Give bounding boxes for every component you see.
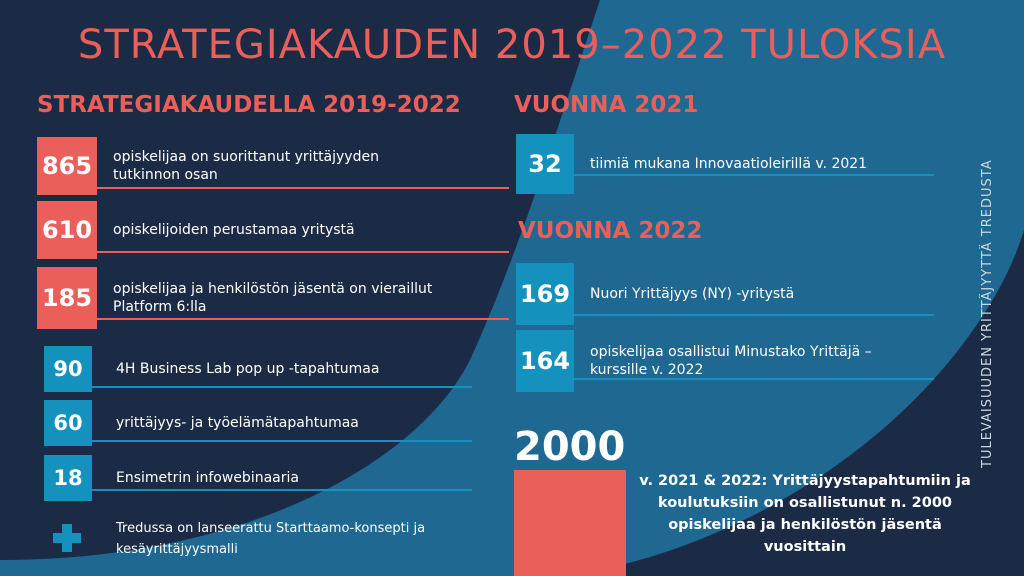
heading-2021: VUONNA 2021 [514, 92, 699, 118]
stat-18 [44, 455, 472, 501]
stat-value: 185 [37, 267, 97, 329]
stat-label: opiskelijaa osallistui Minustako Yrittäjä –kurssille v. 2022 [590, 344, 872, 378]
stat-value: 60 [44, 400, 92, 446]
stat-value: 865 [37, 137, 97, 195]
stat-value: 169 [516, 263, 574, 325]
note-text: Tredussa on lanseerattu Starttaamo-konsepti ja kesäyrittäjyysmalli [116, 521, 426, 557]
side-text: TULEVAISUUDEN YRITTÄJYYTTÄ TREDUSTA [980, 159, 995, 468]
stat-label: opiskelijoiden perustamaa yritystä [113, 222, 355, 238]
stat-value: 164 [516, 330, 574, 392]
stat-label: opiskelijaa on suorittanut yrittäjyyden tutkinnon osan [113, 149, 379, 183]
big-number: 2000 [514, 424, 626, 470]
stat-90 [44, 346, 472, 392]
stat-value: 18 [44, 455, 92, 501]
stat-865 [37, 137, 472, 195]
divider [92, 489, 472, 491]
left-heading: STRATEGIAKAUDELLA 2019-2022 [37, 92, 461, 118]
stat-169 [516, 264, 934, 324]
summary-text: v. 2021 & 2022: Yrittäjyystapahtumiin ja koulutuksiin on osallistunut n. 2000 opiskelijaa ja henkilöstön jäsentä vuosittain [639, 473, 971, 555]
stat-610 [37, 201, 472, 259]
stat-value: 32 [516, 134, 574, 194]
stat-value: 90 [44, 346, 92, 392]
divider [97, 318, 509, 320]
stat-label: yrittäjyys- ja työelämätapahtumaa [116, 415, 359, 431]
stat-label: Ensimetrin infowebinaaria [116, 470, 299, 486]
divider [97, 187, 509, 189]
divider [574, 314, 934, 316]
stat-label: 4H Business Lab pop up -tapahtumaa [116, 361, 380, 377]
stat-label: Nuori Yrittäjyys (NY) -yritystä [590, 286, 795, 302]
stat-label: tiimiä mukana Innovaatioleirillä v. 2021 [590, 156, 868, 172]
page-title: STRATEGIAKAUDEN 2019–2022 TULOKSIA [77, 22, 947, 68]
divider [574, 174, 934, 176]
stat-164 [516, 330, 934, 392]
divider [92, 386, 472, 388]
divider [574, 378, 934, 380]
stat-60 [44, 400, 472, 446]
divider [92, 440, 472, 442]
stat-label: opiskelijaa ja henkilöstön jäsentä on vieraillut Platform 6:lla [113, 281, 433, 315]
divider [97, 251, 509, 253]
stat-185 [37, 268, 472, 328]
plus-icon [51, 522, 83, 554]
stat-value: 610 [37, 201, 97, 259]
heading-2022: VUONNA 2022 [518, 218, 703, 244]
stat-32 [516, 134, 934, 194]
